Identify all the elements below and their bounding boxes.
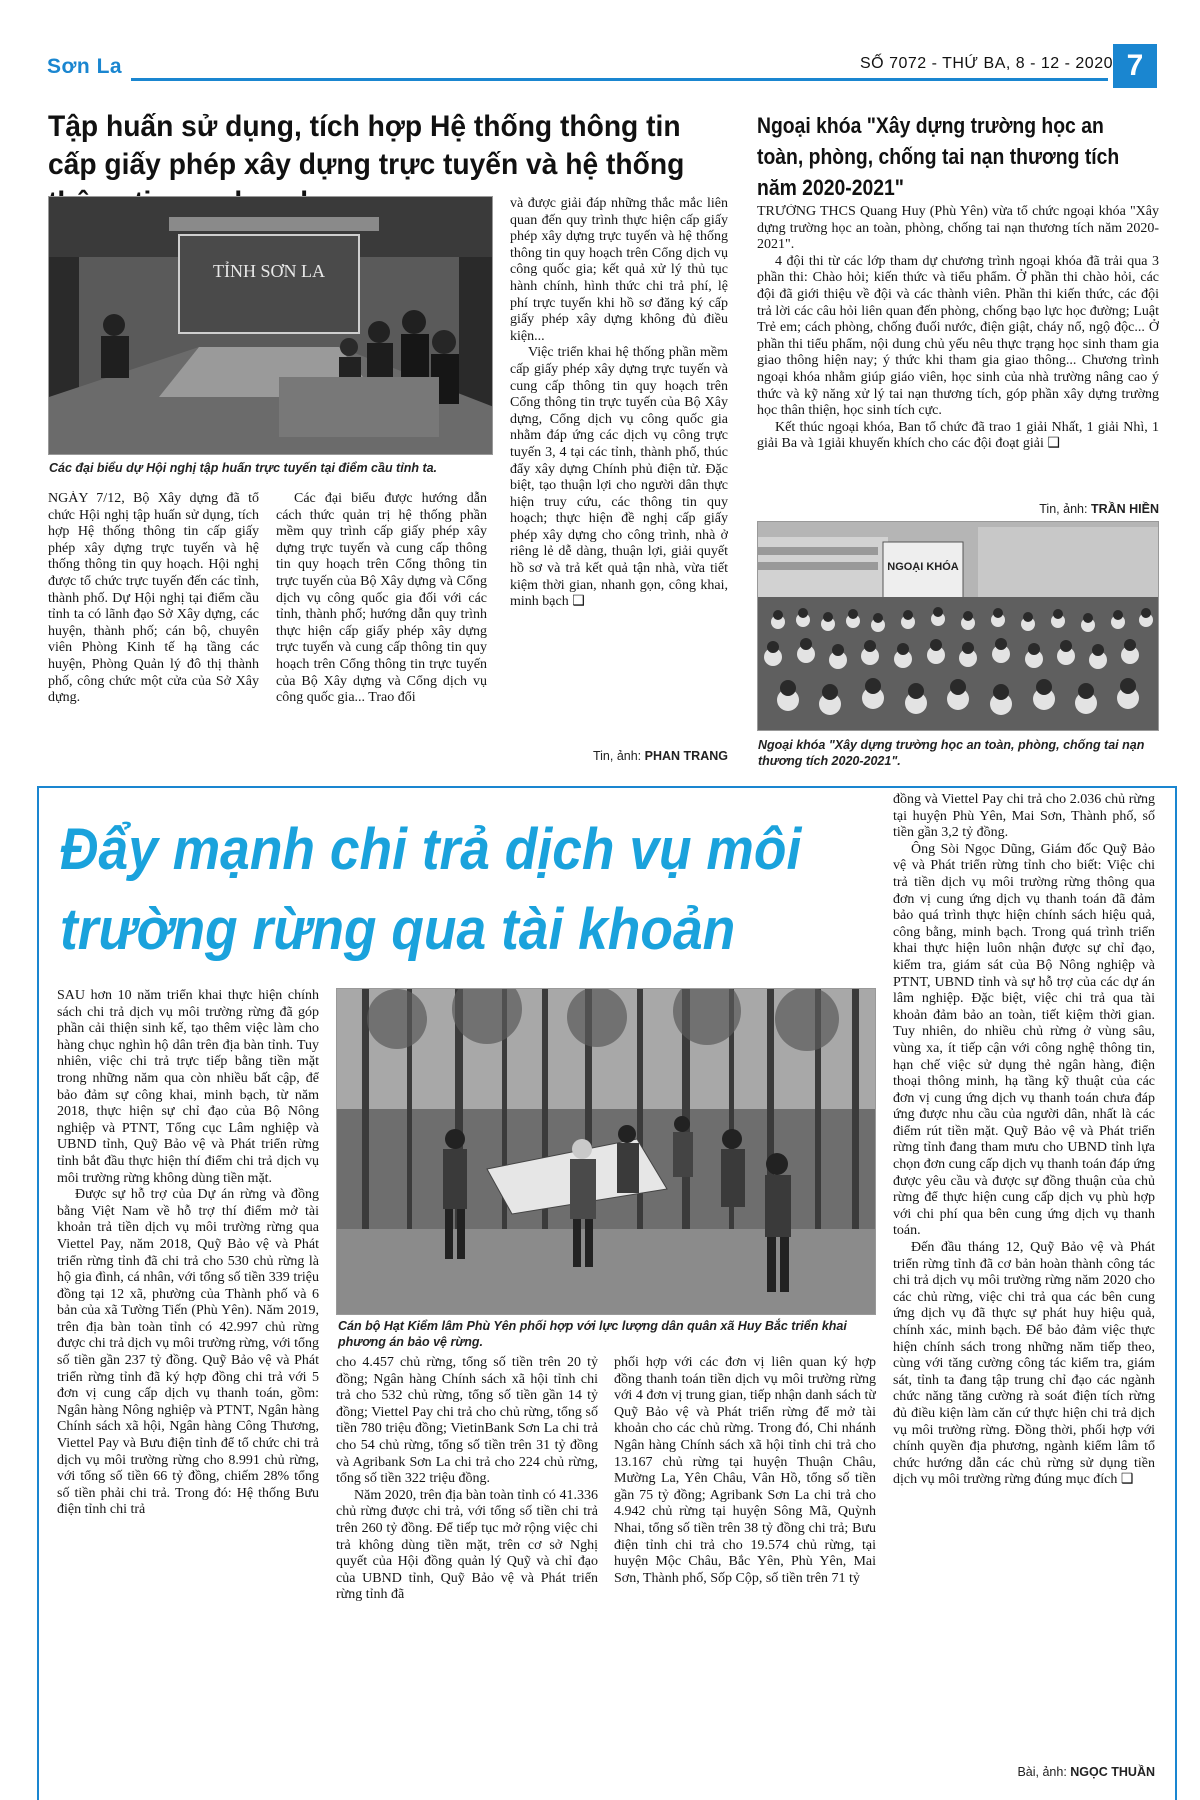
story1-headline: Tập huấn sử dụng, tích hợp Hệ thống thông tin cấp giấy phép xây dựng trực tuyến và hệ thống	[48, 110, 685, 181]
story3-credit-name: NGỌC THUẦN	[1070, 1765, 1155, 1779]
story3-col4	[893, 792, 1155, 1762]
story2-credit-label: Tin, ảnh:	[1039, 502, 1088, 516]
story1-credit-name: PHAN TRANG	[644, 749, 728, 763]
story3-col4-p1: đồng và Viettel Pay chi trả cho 2.036 chủ rừng tại huyện Phù Yên, Mai Sơn, Thành phố, số tiền gần 3,2 tỷ đồng.	[893, 792, 1155, 841]
story2-body	[757, 204, 1159, 500]
story3-col3-p1: phối hợp với các đơn vị liên quan ký hợp đồng thanh toán tiền dịch vụ môi trường rừng với 4 đơn vị trung gian, tiếp nhận danh sách từ Quỹ Bảo vệ và Phát triển rừng để mở tài khoản cho các chủ rừng. Trong đó, Chi nhánh Ngân hàng Chính sách xã hội tỉnh chi trả cho 13.167 chủ rừng tại huyện Thuận Châu, Mường La, Yên Châu, Vân Hồ, tổng số tiền gần 75 tỷ đồng; Agribank Sơn La chi trả cho 4.942 chủ rừng tại huyện Sông Mã, Quỳnh Nhai, tổng số tiền trên 38 tỷ đồng chi trả; Bưu điện tỉnh chi trả cho 19.574 chủ rừng, tại huyện Mộc Châu, Bắc Yên, Phù Yên, Mai Sơn, Thành phố, Sốp Cộp, số tiền trên 71 tỷ	[614, 1355, 876, 1586]
story2-p2: 4 đội thi từ các lớp tham dự chương trình ngoại khóa đã trải qua 3 phần thi: Chào hỏi; kiến thức và tiểu phẩm. Ở phần thi chào hỏi, các đội đã giới thiệu về đội và các thành viên. Phần thi kiến thức, các đội trả lời các câu hỏi liên quan đến phòng, chống bạo lực học đường; Luật Trẻ em; cách phòng, chống đuối nước, điện giật, cháy nổ, ngộ độc... Ở phần thi tiểu phẩm, nội dung chủ yếu nêu thực trạng học sinh tham gia giao thông hiện nay; ý thức khi tham gia giao thông... Chương trình ngoại khóa nhằm giúp giáo viên, học sinh của nhà trường nâng cao ý thức và kỹ năng xử lý tai nạn thương tích, góp phần xây dựng trường học thân thiện, học sinh tích cực.	[757, 253, 1159, 419]
header-rule	[131, 78, 1108, 81]
story3-photo-caption: Cán bộ Hạt Kiểm lâm Phù Yên phối hợp với lực lượng dân quân xã Huy Bắc triển khai phương án bảo vệ rừng.	[338, 1319, 847, 1349]
page-number: 7	[1113, 44, 1157, 88]
section-name: Sơn La	[47, 55, 123, 78]
story3-col1-p1: SAU hơn 10 năm triển khai thực hiện chính sách chi trả dịch vụ môi trường rừng đã góp phần cải thiện sinh kế, tạo thêm việc làm cho hàng chục nghìn hộ dân trên địa bàn tỉnh. Tuy nhiên, việc chi trả trực tiếp bằng tiền mặt trong những năm qua còn nhiều bất cập, để bảo đảm sự công khai, minh bạch, từ năm 2018, thực hiện sự chỉ đạo của Bộ Nông nghiệp và PTNT, Tổng cục Lâm nghiệp và UBND tỉnh, Quỹ Bảo vệ và Phát triển rừng tỉnh bắt đầu thực hiện thí điểm chi trả dịch vụ môi trường rừng không dùng tiền mặt.	[57, 988, 319, 1186]
story3-photo	[336, 988, 876, 1315]
story2-credit	[757, 502, 1159, 516]
story1-col3-p2: Việc triển khai hệ thống phần mềm cấp giấy phép xây dựng trực tuyến và cung cấp thông tin quy hoạch trên Cổng thông tin trực tuyến của Bộ Xây dựng, Cổng dịch vụ công quốc gia nhằm đáp ứng các dịch vụ công trực tuyến 3, 4 tại các tỉnh, thành phố, thúc đẩy xây dựng Chính phủ điện tử. Đặc biệt, tạo thuận lợi cho người dân thực hiện truy cứu, các thông tin quy hoạch; thực hiện đề nghị cấp giấy phép xây dựng cho công trình, nhà ở riêng lẻ dễ dàng, thuận lợi, giải quyết hồ sơ và trả kết quả tận nhà, vừa tiết kiệm thời gian, nhanh gọn, công khai, minh bạch ❑	[510, 345, 728, 610]
story1-credit	[510, 749, 728, 763]
story1-col3-p1: và được giải đáp những thắc mắc liên quan đến quy trình thực hiện cấp giấy phép xây dựng trực tuyến và hệ thống thông tin quy hoạch trên Cổng dịch vụ công quốc gia; kết quả xử lý thủ tục hành chính, hình thức chi trả phí, lệ phí trực tuyến khi hồ sơ đăng ký cấp giấy phép xây dựng không đủ điều kiện...	[510, 196, 728, 344]
story1-col3	[510, 196, 728, 744]
issue-info: SỐ 7072 - THỨ BA, 8 - 12 - 2020	[860, 55, 1113, 72]
story3-col4-p2: Ông Sòi Ngọc Dũng, Giám đốc Quỹ Bảo vệ và Phát triển rừng tỉnh cho biết: Việc chi trả tiền dịch vụ môi trường rừng thông qua đơn vị cung ứng dịch vụ thanh toán đã đảm bảo quá trình thực hiện chính sách hiệu quả, công bằng, minh bạch. Trong quá trình triển khai thực hiện luôn nhận được sự chỉ đạo, kiểm tra, giám sát của Bộ Nông nghiệp và PTNT, UBND tỉnh và sự hỗ trợ của các dự án lâm nghiệp. Đặc biệt, việc chi trả qua tài khoản đảm bảo an toàn, tiết kiệm thời gian. Tuy nhiên, do nhiều chủ rừng ở vùng sâu, vùng xa, ít tiếp cận với công nghệ thông tin, hạn chế việc sử dụng thẻ ngân hàng, điện thoại thông minh, hạ tầng kỹ thuật của các đơn vị cung ứng dịch vụ thanh toán chưa đáp ứng được nhu cầu của người dân, nhất là các điểm rút tiền mặt. Quỹ Bảo vệ và Phát triển rừng tỉnh đang tham mưu cho UBND tỉnh lựa chọn đơn cung cấp dịch vụ thanh toán đáp ứng được yêu cầu và được sự đồng thuận của chủ rừng để thực hiện cung cấp dịch vụ phù hợp với chi phí qua bên cung ứng dịch vụ thanh toán.	[893, 841, 1155, 1239]
story3-col4-p3: Đến đầu tháng 12, Quỹ Bảo vệ và Phát triển rừng tỉnh đã cơ bản hoàn thành công tác chi trả dịch vụ môi trường rừng năm 2020 cho các chủ rừng, việc chi trả qua các bên cung ứng dịch vụ đã thực sự phát huy hiệu quả, chính xác, minh bạch. Để bảo đảm việc thực hiện chính sách trong những năm tiếp theo, cùng với tăng cường công tác kiểm tra, giám sát, tỉnh ta đang tập trung chỉ đạo các ngành chức năng tăng cường rà soát điện tích rừng đủ điều kiện làm căn cứ thực hiện chi trả dịch vụ môi trường rừng. Đồng thời, phối hợp với chính quyền địa phương, ngành kiểm lâm tổ chức hướng dẫn các chủ rừng sử dụng tiền dịch vụ môi trường rừng đúng mục đích ❑	[893, 1240, 1155, 1488]
story3-col1	[57, 988, 319, 1758]
story1-col2-text: Các đại biểu được hướng dẫn cách thức quản trị hệ thống phần mềm quy trình cấp giấy phép xây dựng trực tuyến và cung cấp thông tin quy hoạch trên Cổng thông tin trực tuyến của Bộ Xây dựng và Cổng dịch vụ công quốc gia đối với các tỉnh, thành phố; hướng dẫn quy trình thực hiện cấp giấy phép xây dựng trực tuyến và cung cấp thông tin quy hoạch trên Cổng thông tin trực tuyến của Bộ Xây dựng và Cổng dịch vụ công quốc gia... Trao đổi	[276, 491, 487, 706]
story2-headline: Ngoại khóa "Xây dựng trường học an toàn, phòng, chống tai nạn thương tích năm 2020-2021"	[757, 113, 1120, 200]
story1-photo-caption: Các đại biểu dự Hội nghị tập huấn trực tuyến tại điểm cầu tỉnh ta.	[49, 461, 438, 475]
story1-credit-label: Tin, ảnh:	[592, 749, 642, 763]
story2-credit-name: TRẦN HIỀN	[1090, 502, 1159, 516]
story3-col1-p2: Được sự hỗ trợ của Dự án rừng và đồng bằng Việt Nam về hỗ trợ thí điểm mở tài khoản trả tiền dịch vụ môi trường rừng qua Viettel Pay, năm 2018, Quỹ Bảo vệ và Phát triển rừng tỉnh đã chi trả cho 530 chủ rừng là hộ gia đình, cá nhân, với tổng số tiền 339 triệu đồng tại 12 xã, phường của Thành phố và 6 bản của xã Tường Tiến (Phù Yên). Năm 2019, trên địa bàn toàn tỉnh có 42.997 chủ rừng được chi trả dịch vụ môi trường rừng, với tổng số tiền gần 237 tỷ đồng. Quỹ Bảo vệ và Phát triển rừng tỉnh đã ký hợp đồng chi trả với 5 đơn vị cung cấp dịch vụ thanh toán, gồm: Ngân hàng Nông nghiệp và PTNT, Ngân hàng Chính sách xã hội, Ngân hàng Công Thương, Viettel Pay và Bưu điện tỉnh để tổ chức chi trả dịch vụ môi trường rừng cho 8.991 chủ rừng, với tổng số tiền 66 tỷ đồng, chiếm 28% tổng số tiền phải chi trả. Trong đó: Hệ thống Bưu điện tỉnh chi trả	[57, 1187, 319, 1518]
story1-col1-text: NGÀY 7/12, Bộ Xây dựng đã tổ chức Hội nghị tập huấn sử dụng, tích hợp Hệ thống thông tin cấp giấy phép xây dựng trực tuyến và hệ thống thông tin quy hoạch. Hội nghị được tổ chức trực tuyến đến các tỉnh, thành phố. Dự Hội nghị tại điểm cầu tỉnh ta có lãnh đạo Sở Xây dựng, các huyện, thành phố; cán bộ, chuyên viên Phòng Kinh tế hạ tầng các huyện, Phòng Quản lý đô thị thành phố, công chức một cửa của Sở Xây dựng.	[48, 491, 259, 706]
story2-photo	[757, 521, 1159, 731]
story2-p3: Kết thúc ngoại khóa, Ban tổ chức đã trao 1 giải Nhất, 1 giải Nhì, 1 giải Ba và 1giải khuyến khích cho các đội đoạt giải ❑	[757, 419, 1159, 452]
story3-col2	[336, 1355, 598, 1758]
story2-photo-banner-text: NGOẠI KHÓA	[887, 561, 959, 573]
story1-photo	[48, 196, 493, 455]
story3-headline: Đẩy mạnh chi trả dịch vụ môi trường rừng qua tài khoản	[60, 817, 802, 962]
story3-credit	[893, 1765, 1155, 1779]
story3-col2-p2: Năm 2020, trên địa bàn toàn tỉnh có 41.336 chủ rừng được chi trả, với tổng số tiền chi trả trên 260 tỷ đồng. Để tiếp tục mở rộng việc chi trả không dùng tiền mặt, trên cơ sở Nghị quyết của Hội đồng quản lý Quỹ và chỉ đạo của UBND tỉnh, Quỹ Bảo vệ và Phát triển rừng tỉnh đã	[336, 1487, 598, 1603]
story2-p1: TRƯỜNG THCS Quang Huy (Phù Yên) vừa tổ chức ngoại khóa "Xây dựng trường học an toàn, phòng, chống tai nạn thương tích năm 2020-2021".	[757, 204, 1159, 253]
story3-col2-p1: cho 4.457 chủ rừng, tổng số tiền trên 20 tỷ đồng; Ngân hàng Chính sách xã hội tỉnh chi trả cho 532 chủ rừng, tổng số tiền gần 14 tỷ đồng; Viettel Pay chi trả cho chủ rừng, tổng số tiền 780 triệu đồng; VietinBank Sơn La chi trả cho 54 chủ rừng, tổng số tiền trên 31 tỷ đồng và Agribank Sơn La chi trả cho 224 chủ rừng, tổng số tiền 322 triệu đồng.	[336, 1355, 598, 1487]
story3-credit-label: Bài, ảnh:	[1017, 1765, 1067, 1779]
story3-col3	[614, 1355, 876, 1758]
story1-col1	[48, 491, 259, 766]
story1-col2	[276, 491, 487, 766]
story2-photo-caption: Ngoại khóa "Xây dựng trường học an toàn, phòng, chống tai nạn thương tích 2020-2021".	[758, 738, 1145, 768]
story1-photo-screen-text: TỈNH SƠN LA	[213, 261, 325, 281]
